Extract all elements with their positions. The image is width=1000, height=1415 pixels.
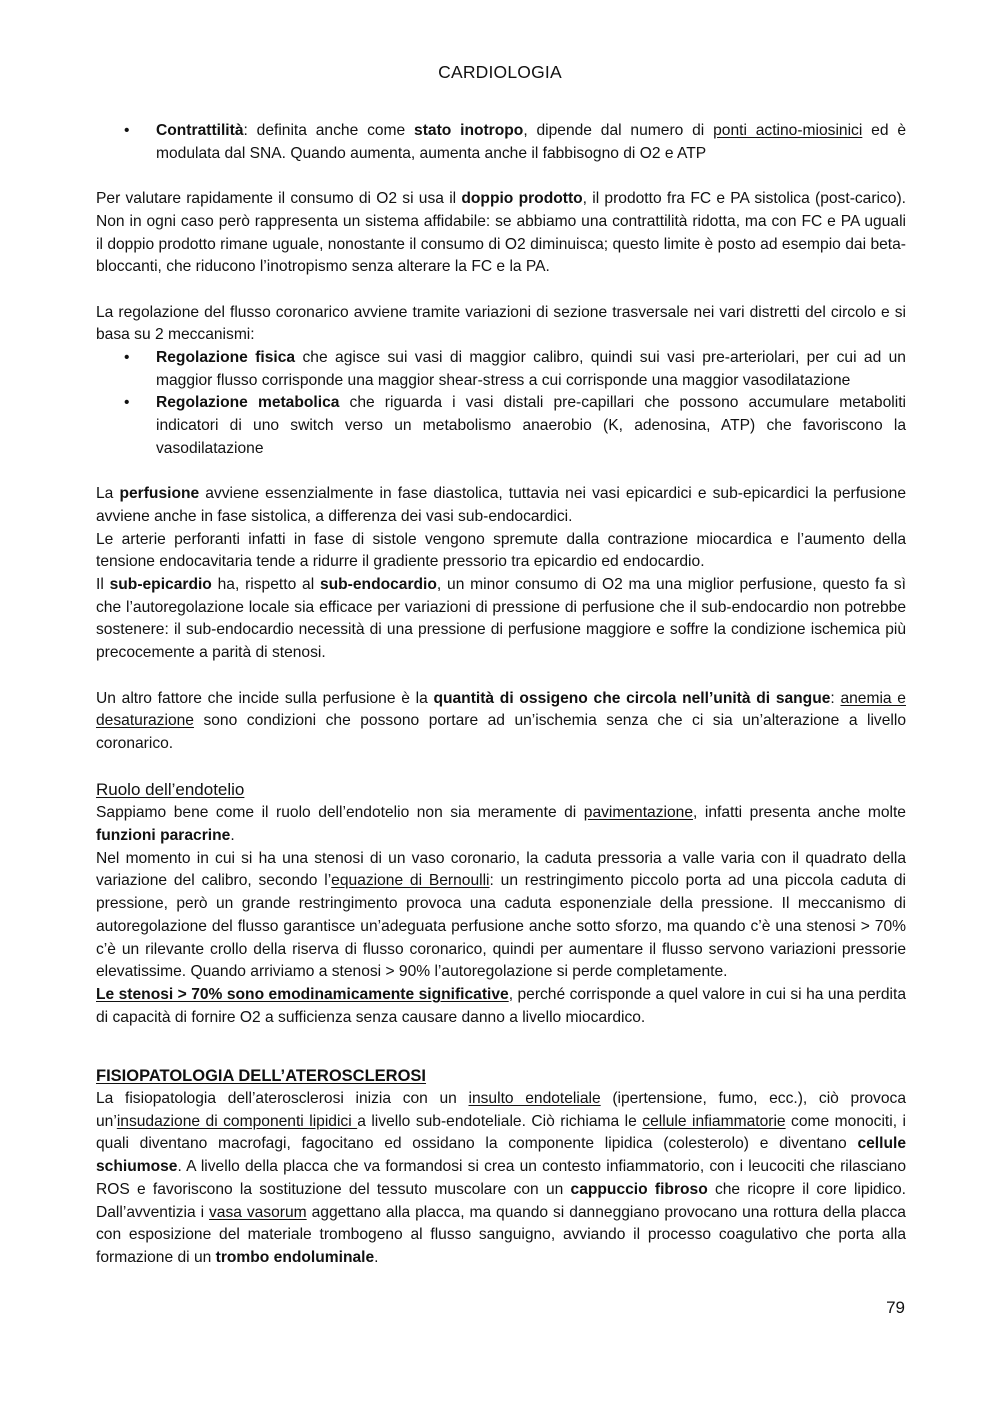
double-product-paragraph: Per valutare rapidamente il consumo di O2 si usa il doppio prodotto, il prodotto fra FC e PA sistolica (post-carico). Non in ogni caso però rappresenta un sistema affidabile: se abbiamo una contrattilità ridotta, ma con FC e PA uguali il doppio prodotto rimane uguale, nonostante il consumo di O2 diminuisca; questo limite è posto ad esempio dai beta-bloccanti, che riducono l’inotropismo senza alterare la FC e la PA.	[96, 190, 907, 276]
bullet-icon: •	[124, 349, 130, 366]
regulation-list	[96, 347, 906, 461]
section-heading: FISIOPATOLOGIA DELL’ATEROSCLEROSI	[96, 1067, 427, 1086]
perfusion-paragraph-3: Il sub-epicardio ha, rispetto al sub-endocardio, un minor consumo di O2 ma una miglior perfusione, questo fa sì che l’autoregolazione locale sia efficace per variazioni di pressione di perfusione che il sub-endocardio non potrebbe sostenere: il sub-endocardio necessità di una pressione di perfusione maggiore e soffre la condizione ischemica più precocemente a parità di stenosi.	[96, 576, 906, 662]
running-header: CARDIOLOGIA	[438, 62, 562, 82]
atherosclerosis-paragraph: La fisiopatologia dell’aterosclerosi inizia con un insulto endoteliale (ipertensione, fumo, ecc.), ciò provoca un’insudazione di componenti lipidici a livello sub-endoteliale. Ciò richiama le cellule infiammatorie come monociti, i quali diventano macrofagi, fagocitano ed ossidano la componente lipidica (colesterolo) e diventano cellule schiumose. A livello della placca che va formandosi si crea un contesto infiammatorio, con i leucociti che rilasciano ROS e favoriscono la sostituzione del tessuto muscolare con un cappuccio fibroso che ricopre il core lipidico. Dall’avventizia i vasa vasorum aggettano alla placca, ma quando si danneggiano provocano una rottura della placca con esposizione del materiale trombogeno al flusso sanguigno, avviando il processo coagulativo che porta alla formazione di un trombo endoluminale.	[96, 1090, 907, 1266]
list-item: • Contrattilità: definita anche come stato inotropo, dipende dal numero di ponti actino-miosinici ed è modulata dal SNA. Quando aumenta, aumenta anche il fabbisogno di O2 e ATP	[124, 122, 906, 162]
endothelium-paragraph-3: Le stenosi > 70% sono emodinamicamente significative, perché corrisponde a quel valore in cui si ha una perdita di capacità di fornire O2 a sufficienza senza causare danno a livello miocardico.	[96, 985, 906, 1026]
list-item: • Regolazione fisica che agisce sui vasi di maggior calibro, quindi sui vasi pre-arteriolari, per cui ad un maggior flusso corrisponde una maggior shear-stress a cui corrisponde una maggior vasodilatazione	[124, 349, 906, 389]
list-item: • Regolazione metabolica che riguarda i vasi distali pre-capillari che possono accumulare metaboliti indicatori di uno switch verso un metabolismo anaerobio (K, adenosina, ATP) che favoriscono la vasodilatazione	[124, 394, 906, 457]
bullet-icon: •	[124, 394, 130, 412]
perfusion-paragraph-1: La perfusione avviene essenzialmente in fase diastolica, tuttavia nei vasi epicardici e sub-epicardici la perfusione avviene anche in fase sistolica, a differenza dei vasi sub-endocardici.	[96, 485, 906, 525]
page-body	[96, 120, 906, 1270]
endothelium-paragraph-1: Sappiamo bene come il ruolo dell’endotelio non sia meramente di pavimentazione, infatti presenta anche molte funzioni paracrine.	[96, 804, 906, 845]
perfusion-paragraph-2: Le arterie perforanti infatti in fase di sistole vengono spremute dalla contrazione miocardica e l’aumento della tensione endocavitaria tende a ridurre il gradiente pressorio tra epicardio ed endocardio.	[96, 530, 906, 571]
oxygen-paragraph: Un altro fattore che incide sulla perfusione è la quantità di ossigeno che circola nell’unità di sangue: anemia e desaturazione sono condizioni che possono portare ad un’ischemia senza che ci sia un’alterazione a livello coronarico.	[96, 689, 906, 752]
regulation-intro: La regolazione del flusso coronarico avviene tramite variazioni di sezione trasversale nei vari distretti del circolo e si basa su 2 meccanismi:	[96, 303, 906, 344]
endothelium-heading: Ruolo dell’endotelio	[96, 780, 245, 800]
page-number: 79	[886, 1298, 905, 1317]
endothelium-paragraph-2: Nel momento in cui si ha una stenosi di un vaso coronario, la caduta pressoria a valle varia con il quadrato della variazione del calibro, secondo l’equazione di Bernoulli: un restringimento piccolo porta ad una piccola caduta di pressione, però un grande restringimento provoca una caduta esponenziale della pressione. Il meccanismo di autoregolazione del flusso garantisce un’adeguata perfusione anche sotto sforzo, ma quando c’è una stenosi > 70% c’è un rilevante crollo della riserva di flusso coronarico, quindi per aumentare il flusso servono variazioni pressorie elevatissime. Quando arriviamo a stenosi > 90% l’autoregolazione si perde completamente.	[96, 849, 906, 981]
bullet-icon: •	[124, 122, 130, 139]
contractility-list	[96, 120, 906, 165]
